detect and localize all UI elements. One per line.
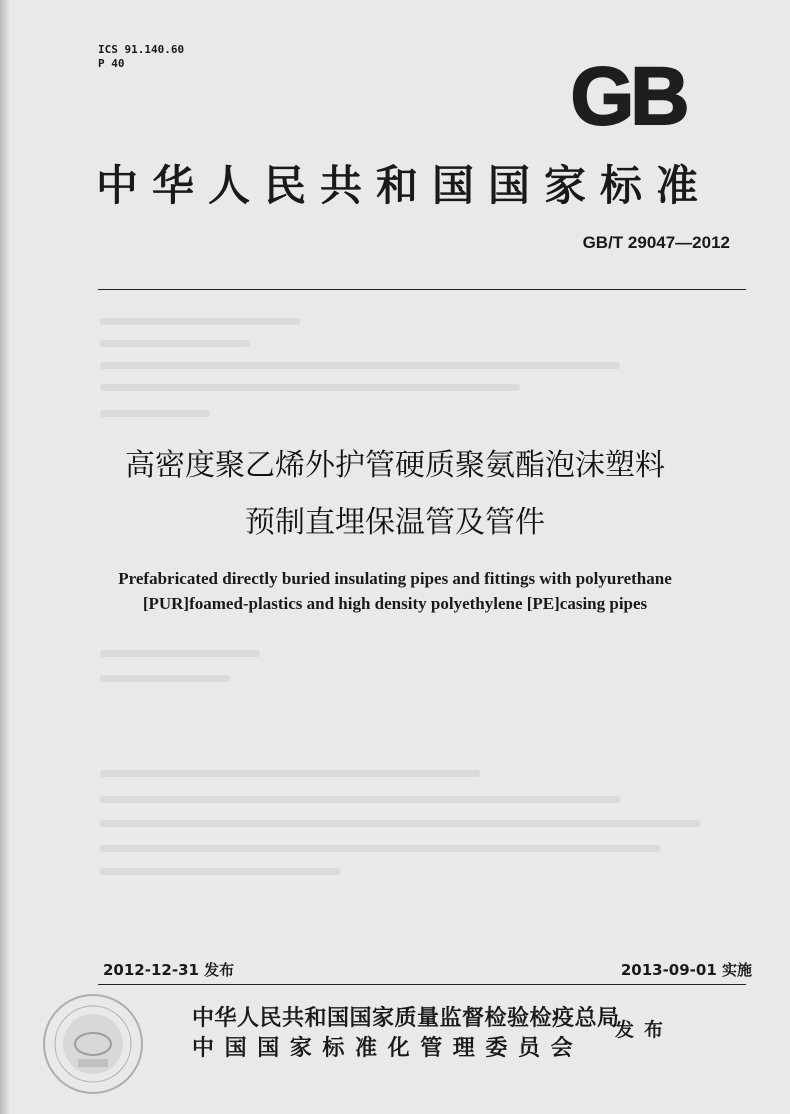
- footer-divider: [98, 984, 746, 985]
- publish-label: 发布: [615, 1019, 674, 1041]
- issuer-sac: 中国国家标准化管理委员会: [192, 1036, 584, 1061]
- chinese-title-line-2: 预制直埋保温管及管件: [245, 505, 545, 540]
- chinese-title-line-1: 高密度聚乙烯外护管硬质聚氨酯泡沫塑料: [125, 448, 665, 483]
- header-divider: [98, 289, 746, 290]
- show-through-text: [100, 770, 480, 777]
- english-title-line-1: Prefabricated directly buried insulating pipes and fittings with polyurethane: [118, 569, 672, 588]
- english-title-line-2: [PUR]foamed-plastics and high density polyethylene [PE]casing pipes: [142, 594, 648, 613]
- official-seal-icon: [42, 993, 144, 1095]
- show-through-text: [100, 384, 520, 391]
- show-through-text: [100, 820, 700, 827]
- category-code: P 40: [98, 57, 125, 70]
- gb-logo: [548, 58, 708, 136]
- show-through-text: [100, 868, 340, 875]
- issuer-aqsiq: 中华人民共和国国家质量监督检验检疫总局: [192, 1006, 620, 1031]
- show-through-text: [100, 318, 300, 325]
- show-through-text: [100, 410, 210, 417]
- show-through-text: [100, 675, 230, 682]
- gb-logo-text: GB: [570, 58, 686, 136]
- ics-code: ICS 91.140.60: [98, 43, 185, 56]
- standard-number: GB/T 29047—2012: [582, 233, 730, 252]
- national-standard-heading: 中华人民共和国国家标准: [96, 161, 713, 210]
- show-through-text: [100, 650, 260, 657]
- classification-block: [98, 43, 184, 71]
- implementation-date: 2013-09-01 实施: [620, 961, 752, 979]
- show-through-text: [100, 845, 660, 852]
- show-through-text: [100, 796, 620, 803]
- show-through-text: [100, 340, 250, 347]
- issue-date: 2012-12-31 发布: [103, 961, 235, 979]
- page-shadow-edge: [0, 0, 10, 1114]
- show-through-text: [100, 362, 620, 369]
